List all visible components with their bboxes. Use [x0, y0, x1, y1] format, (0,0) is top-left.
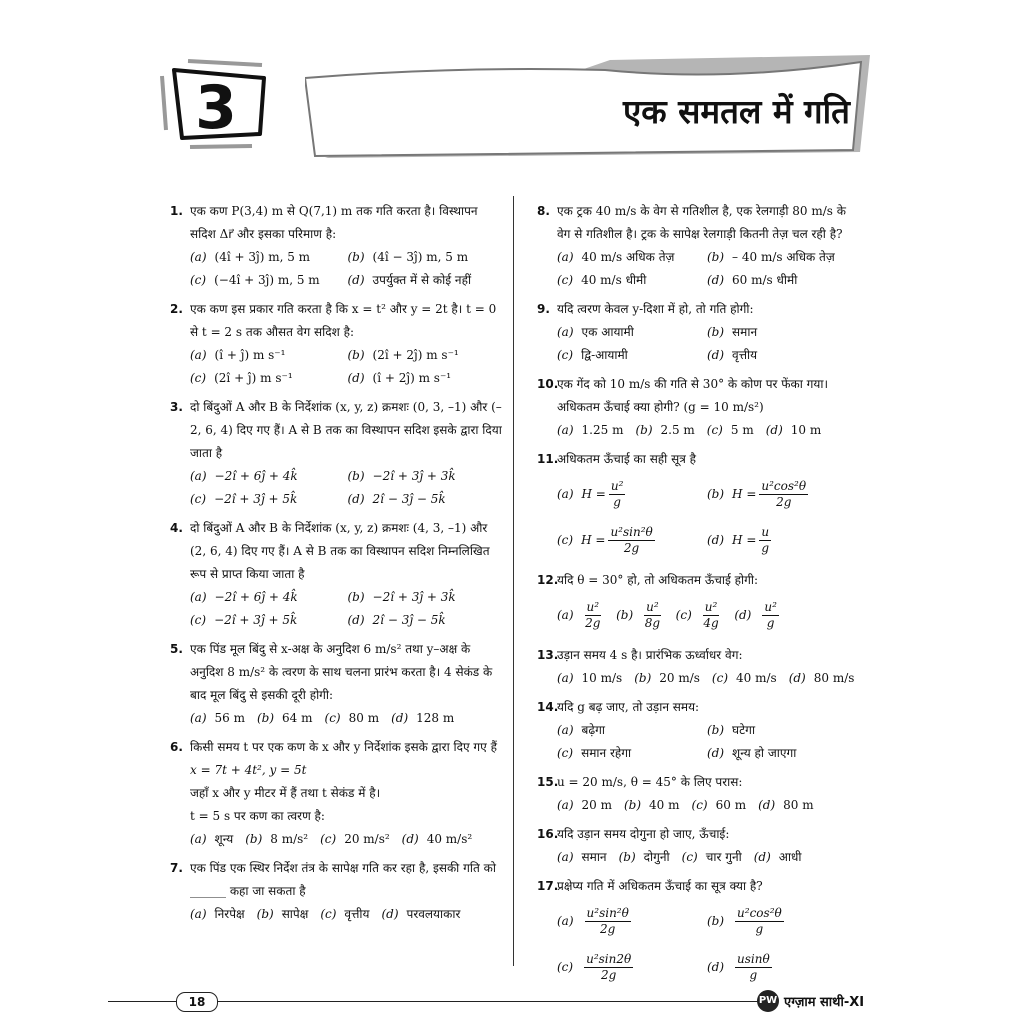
option-a[interactable]: (a) −2î + 6ĵ + 4k̂ — [190, 469, 298, 483]
option-c[interactable]: (c) चार गुनी — [681, 850, 742, 864]
question-text: एक पिंड मूल बिंदु से x-अक्ष के अनुदिश 6 m/s² तथा y–अक्ष के अनुदिश 8 m/s² के त्वरण के साथ चलना प्रारंभ करता है। 4 सेकंड के बाद मूल बिंदु से इसकी दूरी होगी: — [190, 642, 493, 702]
question-17 — [537, 875, 857, 990]
option-a[interactable]: (a) 40 m/s अधिक तेज़ — [557, 250, 675, 264]
question-text: प्रक्षेप्य गति में अधिकतम ऊँचाई का सूत्र क्या है? — [557, 879, 763, 893]
option-d[interactable]: (d) 80 m — [758, 798, 814, 812]
question-number: 8. — [537, 204, 550, 218]
book-title: एग्ज़ाम साथी-XI — [784, 995, 865, 1010]
question-number: 16. — [537, 827, 559, 841]
question-text: यदि θ = 30° हो, तो अधिकतम ऊँचाई होगी: — [557, 573, 759, 587]
option-d[interactable]: (d) 80 m/s — [788, 671, 855, 685]
option-c[interactable]: (c) 40 m/s धीमी — [557, 273, 647, 287]
option-d[interactable]: (d) आधी — [753, 850, 802, 864]
question-15 — [537, 771, 857, 817]
option-a[interactable]: (a) $\frac{\text{u²sin²θ}}{2g}$ — [557, 905, 629, 936]
option-d[interactable]: (d) $\frac{usin\theta}{g}$ — [707, 951, 770, 982]
question-9 — [537, 298, 857, 367]
option-c[interactable]: (c) वृत्तीय — [320, 907, 370, 921]
question-text: एक पिंड एक स्थिर निर्देश तंत्र के सापेक्ष गति कर रहा है, इसकी गति को ______ कहा जा सकता है — [190, 861, 496, 898]
option-c[interactable]: (c) द्वि-आयामी — [557, 348, 628, 362]
option-d[interactable]: (d) (î + 2ĵ) m s⁻¹ — [347, 371, 452, 385]
option-c[interactable]: (c) 20 m/s² — [320, 832, 390, 846]
question-10 — [537, 373, 857, 442]
question-number: 4. — [170, 521, 183, 535]
option-a[interactable]: (a) −2î + 6ĵ + 4k̂ — [190, 590, 298, 604]
option-d[interactable]: (d) उपर्युक्त में से कोई नहीं — [347, 273, 472, 287]
option-b[interactable]: (b) (4î − 3ĵ) m, 5 m — [347, 250, 469, 264]
question-number: 13. — [537, 648, 559, 662]
chapter-title: एक समतल में गति — [623, 92, 850, 131]
option-a[interactable]: (a) बढ़ेगा — [557, 723, 606, 737]
option-a[interactable]: (a) H = $\frac{\text{u²}}{g}$ — [557, 478, 624, 509]
question-7 — [170, 857, 505, 926]
equation: x = 7t + 4t², y = 5t — [190, 763, 307, 777]
right-column — [537, 200, 857, 996]
question-text: एक कण P(3,4) m से Q(7,1) m तक गति करता है। विस्थापन सदिश Δr⃗ और इसका परिमाण है: — [190, 204, 478, 241]
question-text: यदि उड़ान समय दोगुना हो जाए, ऊँचाई: — [557, 827, 730, 841]
question-note: जहाँ x और y मीटर में हैं तथा t सेकंड में है। — [190, 786, 381, 800]
option-d[interactable]: (d) 60 m/s धीमी — [707, 273, 798, 287]
option-a[interactable]: (a) $\frac{\text{u²}}{2g}$ — [557, 599, 601, 630]
option-b[interactable]: (b) समान — [707, 325, 758, 339]
question-number: 5. — [170, 642, 183, 656]
question-number: 12. — [537, 573, 559, 587]
question-text: u = 20 m/s, θ = 45° के लिए परास: — [557, 775, 743, 789]
question-text: अधिकतम ऊँचाई का सही सूत्र है — [557, 452, 697, 466]
option-b[interactable]: (b) 64 m — [257, 711, 313, 725]
option-c[interactable]: (c) −2î + 3ĵ + 5k̂ — [190, 492, 298, 506]
question-number: 6. — [170, 740, 183, 754]
question-number: 11. — [537, 452, 559, 466]
option-d[interactable]: (d) 2î − 3ĵ − 5k̂ — [347, 613, 446, 627]
option-c[interactable]: (c) $\frac{\text{u²}}{4g}$ — [675, 599, 719, 630]
option-b[interactable]: (b) – 40 m/s अधिक तेज़ — [707, 250, 835, 264]
option-b[interactable]: (b) $\frac{\text{u²}}{8g}$ — [616, 599, 661, 630]
option-d[interactable]: (d) H = $\frac{u}{g}$ — [707, 524, 770, 555]
option-a[interactable]: (a) 1.25 m — [557, 423, 624, 437]
question-2 — [170, 298, 505, 390]
publisher-logo-icon: PW — [757, 990, 779, 1012]
option-b[interactable]: (b) 40 m — [624, 798, 680, 812]
question-text: किसी समय t पर एक कण के x और y निर्देशांक इसके द्वारा दिए गए हैं — [190, 740, 497, 754]
question-14 — [537, 696, 857, 765]
question-11 — [537, 448, 857, 563]
option-c[interactable]: (c) (2î + ĵ) m s⁻¹ — [190, 371, 293, 385]
question-text: यदि त्वरण केवल y-दिशा में हो, तो गति होगी: — [557, 302, 754, 316]
option-b[interactable]: (b) 20 m/s — [634, 671, 700, 685]
option-b[interactable]: (b) सापेक्ष — [256, 907, 309, 921]
option-d[interactable]: (d) 128 m — [391, 711, 455, 725]
option-c[interactable]: (c) 5 m — [706, 423, 754, 437]
question-number: 3. — [170, 400, 183, 414]
option-c[interactable]: (c) 60 m — [691, 798, 747, 812]
option-b[interactable]: (b) $\frac{\text{u²cos²θ}}{g}$ — [707, 905, 782, 936]
option-d[interactable]: (d) 2î − 3ĵ − 5k̂ — [347, 492, 446, 506]
question-8 — [537, 200, 857, 292]
option-b[interactable]: (b) −2î + 3ĵ + 3k̂ — [347, 590, 456, 604]
question-number: 14. — [537, 700, 559, 714]
option-c[interactable]: (c) H = $\frac{\text{u²sin²θ}}{2g}$ — [557, 524, 653, 555]
option-a[interactable]: (a) 10 m/s — [557, 671, 623, 685]
question-1 — [170, 200, 505, 292]
question-3 — [170, 396, 505, 511]
option-a[interactable]: (a) 20 m — [557, 798, 612, 812]
option-b[interactable]: (b) (2î + 2ĵ) m s⁻¹ — [347, 348, 459, 362]
option-c[interactable]: (c) 80 m — [324, 711, 380, 725]
option-b[interactable]: (b) घटेगा — [707, 723, 756, 737]
page-number: 18 — [176, 992, 218, 1012]
column-divider — [513, 196, 514, 966]
option-d[interactable]: (d) वृत्तीय — [707, 348, 758, 362]
option-c[interactable]: (c) −2î + 3ĵ + 5k̂ — [190, 613, 298, 627]
chapter-number: 3 — [195, 73, 237, 143]
question-number: 7. — [170, 861, 183, 875]
option-a[interactable]: (a) शून्य — [190, 832, 234, 846]
option-b[interactable]: (b) 8 m/s² — [245, 832, 309, 846]
option-c[interactable]: (c) समान रहेगा — [557, 746, 632, 760]
option-a[interactable]: (a) (4î + 3ĵ) m, 5 m — [190, 250, 311, 264]
option-c[interactable]: (c) 40 m/s — [711, 671, 777, 685]
option-b[interactable]: (b) दोगुनी — [618, 850, 670, 864]
question-number: 2. — [170, 302, 183, 316]
question-number: 1. — [170, 204, 183, 218]
question-number: 15. — [537, 775, 559, 789]
option-d[interactable]: (d) परवलयाकार — [381, 907, 461, 921]
option-d[interactable]: (d) शून्य हो जाएगा — [707, 746, 797, 760]
question-text: दो बिंदुओं A और B के निर्देशांक (x, y, z) क्रमशः (0, 3, –1) और (–2, 6, 4) दिए गए हैं। A से B तक का विस्थापन सदिश इसके द्वारा दिया जाता है — [190, 400, 502, 460]
option-a[interactable]: (a) (î + ĵ) m s⁻¹ — [190, 348, 286, 362]
question-6 — [170, 736, 505, 851]
question-5 — [170, 638, 505, 730]
option-b[interactable]: (b) −2î + 3ĵ + 3k̂ — [347, 469, 456, 483]
option-b[interactable]: (b) 2.5 m — [635, 423, 695, 437]
question-note: t = 5 s पर कण का त्वरण है: — [190, 809, 325, 823]
question-number: 17. — [537, 879, 559, 893]
question-16 — [537, 823, 857, 869]
question-13 — [537, 644, 857, 690]
question-4 — [170, 517, 505, 632]
option-c[interactable]: (c) $\frac{\text{u²sin2θ}}{2g}$ — [557, 951, 632, 982]
question-number: 9. — [537, 302, 550, 316]
option-c[interactable]: (c) (−4î + 3ĵ) m, 5 m — [190, 273, 320, 287]
question-text: एक कण इस प्रकार गति करता है कि x = t² और y = 2t है। t = 0 से t = 2 s तक औसत वेग सदिश है: — [190, 302, 497, 339]
question-text: दो बिंदुओं A और B के निर्देशांक (x, y, z) क्रमशः (4, 3, –1) और (2, 6, 4) दिए गए हैं। A से B तक का विस्थापन सदिश निम्नलिखित रूप से प्राप्त किया जाता है — [190, 521, 490, 581]
left-column — [170, 200, 505, 932]
option-b[interactable]: (b) H = $\frac{\text{u²cos²θ}}{2g}$ — [707, 478, 807, 509]
option-a[interactable]: (a) निरपेक्ष — [190, 907, 245, 921]
question-text: उड़ान समय 4 s है। प्रारंभिक ऊर्ध्वाधर वेग: — [557, 648, 743, 662]
option-d[interactable]: (d) 40 m/s² — [401, 832, 473, 846]
question-text: एक ट्रक 40 m/s के वेग से गतिशील है, एक रेलगाड़ी 80 m/s के वेग से गतिशील है। ट्रक के सापेक्ष रेलगाड़ी कितनी तेज़ चल रही है? — [557, 204, 846, 241]
option-a[interactable]: (a) 56 m — [190, 711, 245, 725]
option-d[interactable]: (d) $\frac{\text{u²}}{g}$ — [734, 599, 777, 630]
question-12 — [537, 569, 857, 638]
option-a[interactable]: (a) समान — [557, 850, 607, 864]
option-d[interactable]: (d) 10 m — [765, 423, 822, 437]
option-a[interactable]: (a) एक आयामी — [557, 325, 634, 339]
question-text: एक गेंद को 10 m/s की गति से 30° के कोण पर फेंका गया। अधिकतम ऊँचाई क्या होगी? (g = 10 m/s²) — [557, 377, 829, 414]
question-number: 10. — [537, 377, 559, 391]
question-text: यदि g बढ़ जाए, तो उड़ान समय: — [557, 700, 700, 714]
